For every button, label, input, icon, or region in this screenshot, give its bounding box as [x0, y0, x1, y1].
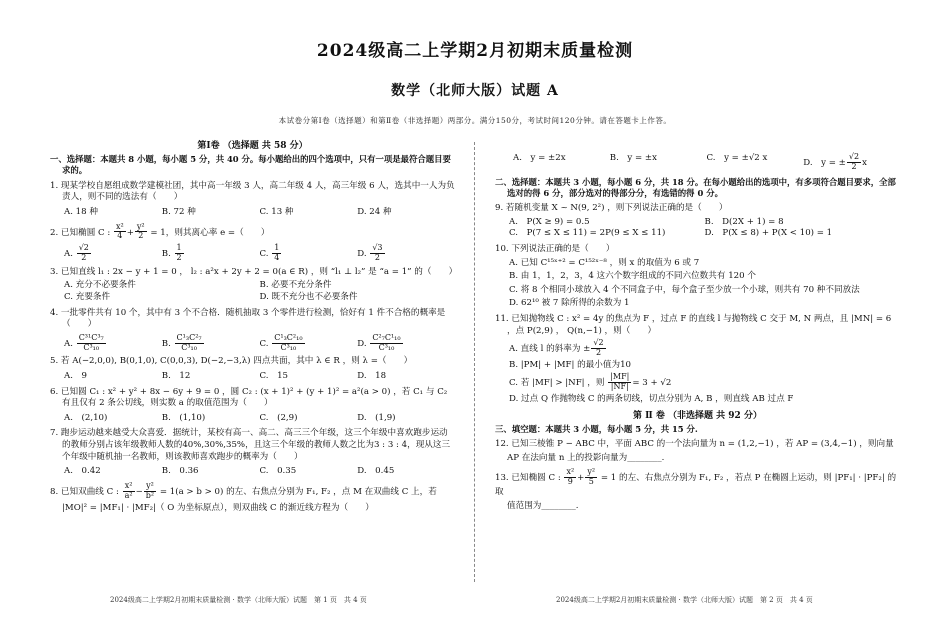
- q13-post: = 1 的左、右焦点分别为 F₁, F₂ ，若点 P 在椭圆上运动，则 |PF₁| · |PF₂| 的取: [495, 473, 897, 497]
- q3-options: [64, 280, 455, 303]
- right-column: [495, 150, 900, 513]
- q7-options: [64, 466, 455, 478]
- q3-option-c: C. 充要条件: [64, 291, 111, 302]
- question-13: 13. 已知椭圆 C : $\frac{\text{x²}}{9}$ + $\frac{\text{y²}}{5}$ = 1 的左、右焦点分别为 F₁, F₂ ，若点 P 在椭圆上运动，则 |PF₁| · |PF₂| 的取 值范围为________.: [495, 468, 900, 513]
- q6-option-a: A. (2,10): [64, 412, 108, 423]
- q8-option-a: A. y = ±2x: [513, 153, 566, 163]
- q9-stem: 9. 若随机变量 X ~ N(9, 2²) ，则下列说法正确的是（ ）: [495, 203, 728, 214]
- q4-option-b: B. $\frac{\text{C¹₃C²₇}}{\text{C³₁₀}}$: [161, 332, 202, 352]
- q13-frac-x: $\frac{\text{x²}}{9}$: [566, 467, 575, 487]
- q2-option-b: B. $\frac{1}{2}$: [161, 243, 182, 262]
- q8-line2: |MO|² = |MF₁| · |MF₂|（ O 为坐标原点），则双曲线 C 的渐近线方程为（ ）: [62, 503, 374, 514]
- q10-option-d: D. 62¹⁰ 被 7 除所得的余数为 1: [509, 298, 630, 309]
- q6-option-c: C. (2,9): [259, 412, 298, 423]
- section2-heading: 二、选择题：本题共 3 小题，每小题 6 分，共 18 分。在每小题给出的选项中，有多项符合题目要求，全部选对的得 6 分，部分选对的得部分分，有选错的得 0 分。: [495, 176, 896, 198]
- q2-pre: 2. 已知椭圆 C :: [50, 227, 111, 238]
- q8-option-b: B. y = ±x: [609, 153, 657, 163]
- q4-option-d: D. $\frac{\text{C²₇C¹₁₀}}{\text{C³₁₀}}$: [357, 332, 401, 352]
- part1-title: 第Ⅰ卷 （选择题 共 58 分）: [197, 141, 308, 151]
- q10-option-c: C. 将 8 个相同小球放入 4 个不同盒子中，每个盒子至少放一个小球，则共有 70 种不同放法: [509, 284, 860, 295]
- section1-heading: 一、选择题：本题共 8 小题，每小题 5 分，共 40 分。每小题给出的四个选项中，只有一项是最符合题目要求的。: [50, 154, 451, 176]
- question-4: [50, 308, 455, 353]
- q2-post: = 1，则其离心率 e =（ ）: [150, 227, 270, 238]
- q1-option-d: D. 24 种: [357, 207, 392, 218]
- q8-pre: 8. 已知双曲线 C :: [50, 486, 119, 497]
- q11-option-c: C. 若 |MF| > |NF| ，则 $\frac{|MF|}{|NF|}$ = 3 + √2: [509, 372, 672, 392]
- footer-page-1: 2024级高二上学期2月初期末质量检测 · 数学（北师大版）试题 第 1 页 共 4 页: [110, 596, 367, 604]
- q7-option-b: B. 0.36: [161, 466, 199, 477]
- q9-options: [509, 217, 900, 240]
- q11-stem: 11. 已知抛物线 C : x² = 4y 的焦点为 F ，过点 F 的直线 l 与抛物线 C 交于 M, N 两点，且 |MN| = 6 ，点 P(2,9) ， Q(n,−1) ，则（ ）: [495, 314, 892, 336]
- q2-options: [64, 244, 455, 263]
- q8-mid: = 1(a > b > 0) 的左、右焦点分别为 F₁, F₂ ，点 M 在双曲线 C 上，若: [159, 486, 437, 497]
- q9-option-d: D. P(X ≤ 8) + P(X < 10) = 1: [704, 228, 833, 239]
- exam-subtitle: 数学（北师大版）试题 A: [391, 83, 559, 99]
- question-8: 8. 已知双曲线 C : $\frac{\text{x²}}{\text{a²}}$ − $\frac{\text{y²}}{\text{b²}}$ = 1(a > b > 0) 的左、右焦点分别为 F₁, F₂ ，点 M 在双曲线 C 上，若 |MO|² = |MF₁| · |MF₂|（ O 为坐标原点），则双曲线 C 的渐近线方程为（ ）: [50, 482, 455, 515]
- q5-option-c: C. 15: [259, 370, 289, 381]
- q5-option-a: A. 9: [64, 370, 87, 381]
- q4-options: [64, 334, 455, 353]
- q11-option-d: D. 过点 Q 作抛物线 C 的两条切线，切点分别为 A, B ，则直线 AB 过点 F: [509, 394, 794, 404]
- q1-option-c: C. 13 种: [259, 207, 294, 218]
- q10-options: [509, 258, 900, 310]
- q11-options: [509, 339, 900, 405]
- q11-option-a: A. 直线 l 的斜率为 ± $\frac{√2}{2}$: [509, 338, 604, 358]
- q10-option-a: A. 已知 C¹⁵ˣ⁺² = C¹⁵²ˣ⁻⁸ ，则 x 的取值为 6 或 7: [509, 257, 700, 268]
- q1-option-b: B. 72 种: [161, 207, 196, 218]
- q9-option-a: A. P(X ≥ 9) = 0.5: [509, 216, 590, 227]
- q1-option-a: A. 18 种: [64, 207, 98, 218]
- q13-line2: 值范围为________.: [507, 501, 579, 512]
- q8-options: [513, 153, 900, 172]
- left-column: [50, 140, 458, 515]
- q8-option-c: C. y = ±√2 x: [706, 153, 768, 163]
- q7-option-a: A. 0.42: [64, 466, 101, 477]
- q2-option-d: D. $\frac{√3}{2}$: [357, 243, 383, 262]
- q9-option-c: C. P(7 ≤ X ≤ 11) = 2P(9 ≤ X ≤ 11): [509, 228, 666, 239]
- q8-option-d: D. y = ± $\frac{√2}{2}$ x: [803, 152, 867, 171]
- q6-stem: 6. 已知圆 C₁ : x² + y² + 8x − 6y + 9 = 0 ，圆 C₂ : (x + 1)² + (y + 1)² = a²(a > 0) ，若 C₁ 与 C₂ 有且仅有 2 条公切线，则实数 a 的取值范围为（ ）: [50, 386, 448, 409]
- q6-options: [64, 413, 455, 425]
- q2-option-a: A. $\frac{√2}{2}$: [64, 243, 89, 262]
- q10-option-b: B. 由 1，1，2，3，4 这六个数字组成的不同六位数共有 120 个: [509, 271, 756, 282]
- q12-line2: AP 在法向量 n 上的投影向量为________.: [507, 452, 665, 463]
- q6-option-d: D. (1,9): [357, 412, 396, 423]
- section3-heading: 三、填空题：本题共 3 小题，每小题 5 分，共 15 分.: [495, 423, 698, 434]
- q11-option-b: B. |PM| + |MF| 的最小值为10: [509, 359, 632, 370]
- q13-pre: 13. 已知椭圆 C :: [495, 473, 561, 484]
- q8-frac-y: $\frac{\text{y²}}{\text{b²}}$: [145, 480, 155, 500]
- q9-option-b: B. D(2X + 1) = 8: [704, 216, 784, 227]
- q4-option-c: C. $\frac{\text{C¹₃C²₁₀}}{\text{C³₁₀}}$: [259, 332, 303, 352]
- q10-stem: 10. 下列说法正确的是（ ）: [495, 244, 615, 255]
- q5-options: [64, 371, 455, 383]
- question-11: [495, 314, 900, 406]
- q1-options: [64, 207, 455, 219]
- question-10: [495, 244, 900, 310]
- question-7: [50, 428, 455, 477]
- q5-option-d: D. 18: [357, 370, 387, 381]
- question-2: 2. 已知椭圆 C : $\frac{\text{x²}}{4}$ + $\frac{\text{y²}}{2}$ = 1，则其离心率 e =（ ） A. $\frac{√2}{2}$ B. $\frac{1}{2}$ C. $\frac{1}{4}$ D. $\frac{√3}{2}$: [50, 223, 455, 263]
- part2-title: 第 Ⅱ 卷 （非选择题 共 92 分）: [633, 410, 762, 421]
- question-3: [50, 266, 458, 304]
- q3-option-d: D. 既不充分也不必要条件: [259, 291, 358, 302]
- q6-option-b: B. (1,10): [161, 412, 206, 423]
- q12-line1: 12. 已知三棱锥 P − ABC 中，平面 ABC 的一个法向量为 n = (1,2,−1) ，若 AP = (3,4,−1) ，则向量: [495, 439, 894, 450]
- q2-frac-y: $\frac{\text{y²}}{2}$: [136, 221, 145, 241]
- q4-stem: 4. 一批零件共有 10 个，其中有 3 个不合格．随机抽取 3 个零件进行检测，恰好有 1 件不合格的概率是（ ）: [50, 307, 446, 330]
- q5-option-b: B. 12: [161, 370, 191, 381]
- exam-title: 2024级高二上学期2月初期末质量检测: [316, 41, 634, 61]
- q4-option-a: A. $\frac{\text{C³¹C³₇}}{\text{C³₁₀}}$: [64, 332, 104, 352]
- q8-frac-x: $\frac{\text{x²}}{\text{a²}}$: [124, 480, 133, 500]
- q1-stem: 1. 现某学校自愿组成数学建模社团，其中高一年级 3 人，高二年级 4 人，高三年级 6 人，选其中一人为负责人，则不同的选法有（ ）: [50, 180, 455, 203]
- q2-frac-x: $\frac{\text{x²}}{4}$: [115, 221, 124, 241]
- question-6: [50, 387, 455, 425]
- q7-stem: 7. 跑步运动越来越受大众喜爱．据统计，某校有高一、高二、高三三个年级，这三个年级中喜欢跑步运动的教师分别占该年级教师人数的40%,30%,35%，且这三个年级的教师人数之比为3 : 3 : 4，现从这三个年级中随机抽一名教师，则该教师喜欢跑步的概率为（ ）: [50, 428, 451, 462]
- q3-option-b: B. 必要不充分条件: [259, 280, 332, 291]
- q2-option-c: C. $\frac{1}{4}$: [259, 243, 280, 262]
- question-5: [50, 356, 455, 382]
- footer-page-2: 2024级高二上学期2月初期末质量检测 · 数学（北师大版）试题 第 2 页 共 4 页: [556, 596, 813, 604]
- q7-option-d: D. 0.45: [357, 466, 395, 477]
- q3-stem: 3. 已知直线 l₁ : 2x − y + 1 = 0 ， l₂ : a²x + 2y + 2 = 0(a ∈ R) ，则 “l₁ ⊥ l₂” 是 “a = 1” 的（ ）: [50, 266, 458, 277]
- question-1: [50, 181, 455, 219]
- q5-stem: 5. 若 A(−2,0,0), B(0,1,0), C(0,0,3), D(−2,−3,λ) 四点共面，其中 λ ∈ R ，则 λ =（ ）: [50, 356, 413, 367]
- column-divider: [474, 142, 475, 582]
- q13-frac-y: $\frac{\text{y²}}{5}$: [587, 467, 596, 487]
- q3-option-a: A. 充分不必要条件: [64, 280, 136, 291]
- exam-instructions: 本试卷分第Ⅰ卷（选择题）和第Ⅱ卷（非选择题）两部分。满分150分，考试时间120分钟。请在答题卡上作答。: [278, 116, 672, 125]
- question-9: [495, 203, 900, 240]
- q7-option-c: C. 0.35: [259, 466, 297, 477]
- question-12: [495, 439, 900, 464]
